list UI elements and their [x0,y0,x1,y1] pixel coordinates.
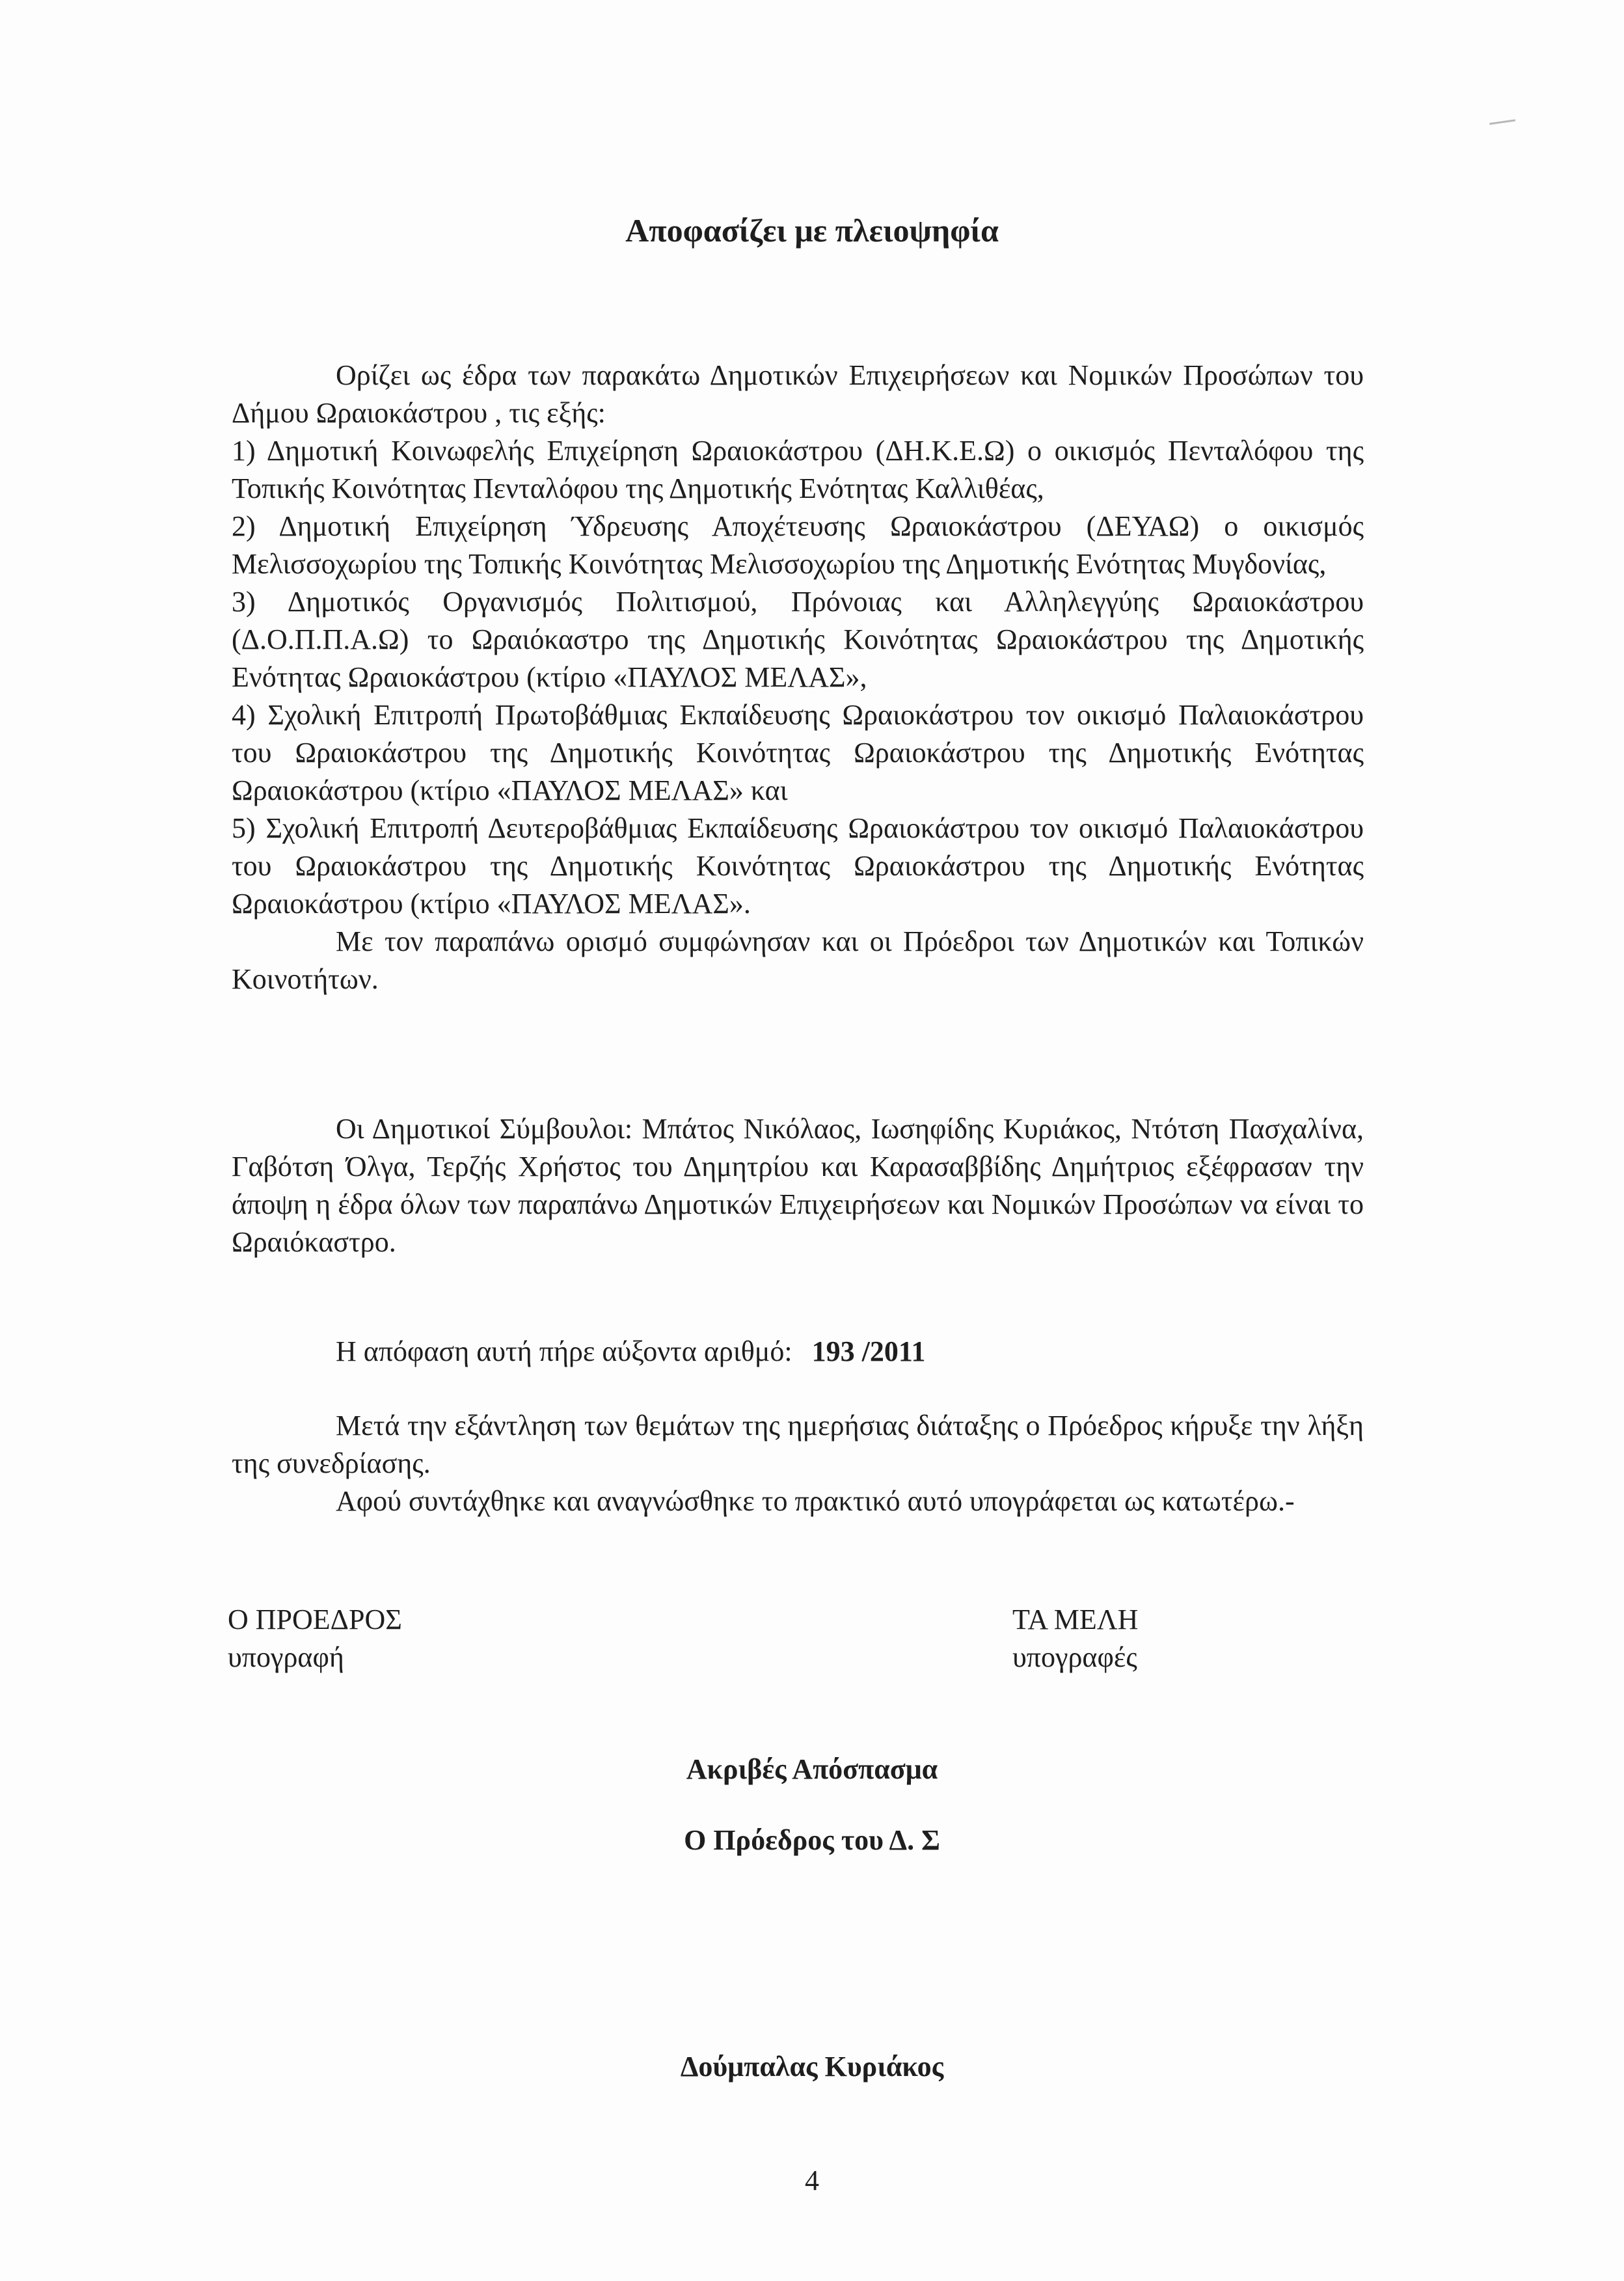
dissent-block [232,1110,1364,1261]
item-2-paragraph: 2) Δημοτική Επιχείρηση Ύδρευσης Αποχέτευσης Ωραιοκάστρου (ΔΕΥΑΩ) ο οικισμός Μελισσοχωρίου της Τοπικής Κοινότητας Μελισσοχωρίου της Δημοτικής Ενότητας Μυγδονίας, [232,510,1364,580]
closing-block [232,1407,1364,1520]
president-signature-label: υπογραφή [228,1641,344,1673]
members-signature-label: υπογραφές [1012,1641,1137,1673]
members-title: ΤΑ ΜΕΛΗ [1012,1604,1139,1635]
decision-number-line [336,1333,925,1371]
president-title: Ο ΠΡΟΕΔΡΟΣ [228,1604,402,1635]
agreement-paragraph: Με τον παραπάνω ορισμό συμφώνησαν και οι Πρόεδροι των Δημοτικών και Τοπικών Κοινοτήτων. [232,925,1364,995]
chair-name: Δούμπαλας Κυριάκος [680,2051,944,2083]
main-text-block [232,357,1364,998]
president-signature-block [228,1601,402,1676]
intro-paragraph: Ορίζει ως έδρα των παρακάτω Δημοτικών Επιχειρήσεων και Νομικών Προσώπων του Δήμου Ωραιοκάστρου , τις εξής: [232,359,1364,429]
members-signature-block [1012,1601,1138,1676]
dissent-paragraph: Οι Δημοτικοί Σύμβουλοι: Μπάτος Νικόλαος, Ιωσηφίδης Κυριάκος, Ντότση Πασχαλίνα, Γαβότση Όλγα, Τερζής Χρήστος του Δημητρίου και Καρασαββίδης Δημήτριος εξέφρασαν την άποψη η έδρα όλων των παραπάνω Δημοτικών Επιχειρήσεων και Νομικών Προσώπων να είναι το Ωραιόκαστρο. [232,1113,1364,1258]
item-3-paragraph: 3) Δημοτικός Οργανισμός Πολιτισμού, Πρόνοιας και Αλληλεγγύης Ωραιοκάστρου (Δ.Ο.Π.Π.Α.Ω) το Ωραιόκαστρο της Δημοτικής Κοινότητας Ωραιοκάστρου της Δημοτικής Ενότητας Ωραιοκάστρου (κτίριο «ΠΑΥΛΟΣ ΜΕΛΑΣ», [232,586,1364,693]
item-1-paragraph: 1) Δημοτική Κοινωφελής Επιχείρηση Ωραιοκάστρου (ΔΗ.Κ.Ε.Ω) ο οικισμός Πενταλόφου της Τοπικής Κοινότητας Πενταλόφου της Δημοτικής Ενότητας Καλλιθέας, [232,435,1364,504]
closing-paragraph-1: Μετά την εξάντληση των θεμάτων της ημερήσιας διάταξης ο Πρόεδρος κήρυξε την λήξη της συνεδρίασης. [232,1410,1364,1479]
decision-number: 193 /2011 [811,1335,926,1367]
closing-paragraph-2: Αφού συντάχθηκε και αναγνώσθηκε το πρακτικό αυτό υπογράφεται ως κατωτέρω.- [336,1485,1295,1517]
scan-artifact-mark [1489,119,1517,132]
item-5-paragraph: 5) Σχολική Επιτροπή Δευτεροβάθμιας Εκπαίδευσης Ωραιοκάστρου τον οικισμό Παλαιοκάστρου του Ωραιοκάστρου της Δημοτικής Κοινότητας Ωραιοκάστρου της Δημοτικής Ενότητας Ωραιοκάστρου (κτίριο «ΠΑΥΛΟΣ ΜΕΛΑΣ». [232,812,1364,920]
extract-title: Ακριβές Απόσπασμα [686,1753,938,1785]
chair-title: Ο Πρόεδρος του Δ. Σ [684,1824,940,1856]
page-number: 4 [805,2165,819,2196]
decision-heading: Αποφασίζει με πλειοψηφία [625,212,999,249]
item-4-paragraph: 4) Σχολική Επιτροπή Πρωτοβάθμιας Εκπαίδευσης Ωραιοκάστρου τον οικισμό Παλαιοκάστρου του Ωραιοκάστρου της Δημοτικής Κοινότητας Ωραιοκάστρου της Δημοτικής Ενότητας Ωραιοκάστρου (κτίριο «ΠΑΥΛΟΣ ΜΕΛΑΣ» και [232,699,1364,806]
decision-label: Η απόφαση αυτή πήρε αύξοντα αριθμό: [336,1335,792,1367]
